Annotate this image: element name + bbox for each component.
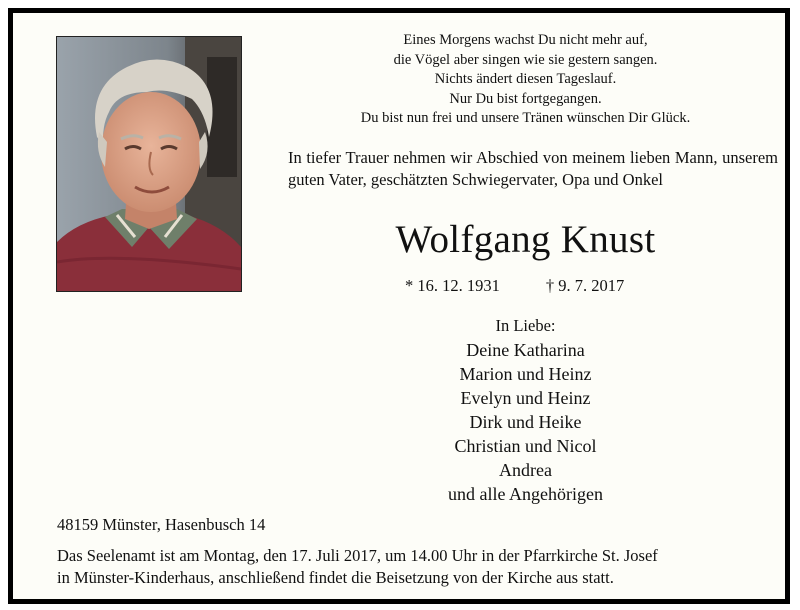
mourner: und alle Angehörigen [448, 484, 603, 504]
deceased-name: Wolfgang Knust [395, 218, 656, 261]
poem-line: Nur Du bist fortgegangen. [449, 90, 602, 107]
mourner: Christian und Nicol [454, 436, 597, 456]
notice-line: in Münster-Kinderhaus, anschließend findet die Beisetzung von der Kirche aus statt. [57, 567, 614, 587]
poem-line: Eines Morgens wachst Du nicht mehr auf, [403, 32, 648, 48]
intro-text: In tiefer Trauer nehmen wir Abschied von meinem lieben Mann, unserem guten Vater, geschätzten Schwiegervater, Opa und Onkel [288, 148, 778, 189]
death-date: † 9. 7. 2017 [545, 276, 625, 295]
poem-line: die Vögel aber singen wie sie gestern sangen. [393, 51, 658, 68]
poem-line: Du bist nun frei und unsere Tränen wünschen Dir Glück. [360, 110, 691, 126]
mourner: Dirk und Heike [469, 412, 582, 432]
mourner: Andrea [499, 460, 552, 480]
funeral-notice [57, 545, 757, 588]
mourner: Evelyn und Heinz [460, 388, 591, 408]
mourner: Marion und Heinz [459, 364, 592, 384]
portrait-illustration [57, 37, 241, 291]
mourners-list [273, 338, 778, 506]
obituary-card [8, 8, 790, 604]
poem-line: Nichts ändert diesen Tageslauf. [434, 71, 617, 87]
mourner: Deine Katharina [466, 340, 585, 360]
life-dates [405, 275, 624, 297]
in-love-label: In Liebe: [495, 316, 556, 335]
notice-line: Das Seelenamt ist am Montag, den 17. Juli 2017, um 14.00 Uhr in der Pfarrkirche St. Josef [57, 546, 658, 565]
portrait-photo [56, 36, 242, 292]
poem [273, 31, 778, 129]
birth-date: * 16. 12. 1931 [405, 276, 500, 295]
address: 48159 Münster, Hasenbusch 14 [57, 515, 266, 534]
